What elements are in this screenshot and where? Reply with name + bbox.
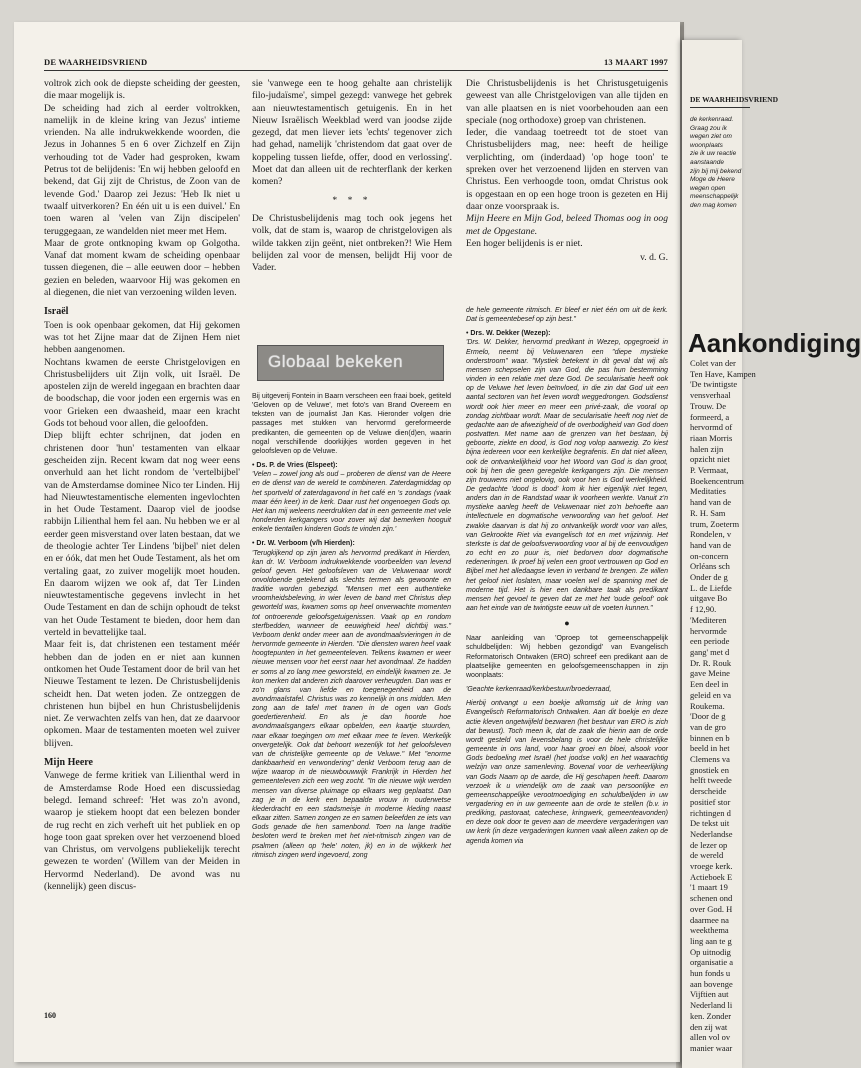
speaker-name: Dr. W. Verboom (v/h Hierden): bbox=[256, 540, 355, 548]
paragraph: Mijn Heere en Mijn God, beleed Thomas oog in oog met de Opgestane. bbox=[466, 213, 668, 237]
paragraph: voltrok zich ook de diepste scheiding der geesten, die maar mogelijk is. bbox=[44, 78, 240, 102]
page-right bbox=[682, 40, 861, 1068]
paragraph: Naar aanleiding van 'Oproep tot gemeenschappelijk schuldbelijden: Wij hebben gezondigd' van Evangelisch Reformatorisch Ontwaken (ERO) schreef een predikant aan de plaatselijke gemeenten en geloofsgemeenschappen in zijn woonplaats: bbox=[466, 635, 668, 679]
paragraph: De scheiding had zich al eerder voltrokken, namelijk in de kleine kring van Jezus' intieme vrienden. Na alle indrukwekkende woorden, die Jezus in Johannes 5 en 6 over Zichzelf en Zijn verhouding tot de Vader had gesproken, kwam Petrus tot de belijdenis: 'En wij hebben geloofd en bekend, dat Gij zijt de Christus, de Zoon van de levende God.' Daarop zei Jezus: 'Heb Ik niet u twaalf uitverkoren? En één uit u is een duivel.' En toen waren al 'velen van Zijn discipelen' teruggegaan, ze wandelden niet meer met Hem. bbox=[44, 102, 240, 237]
paragraph: Ieder, die vandaag toetreedt tot de stoet van Christusbelijders mag, nee: heeft de heilige verplichting, om (inderdaad) 'op hoge toon' te spreken over het verzoenend lijden en sterven van Christus. Een verhoogde toon, omdat Christus ook is opgestaan en op een hoge troon is gezeten en Hij daar onze voorspraak is. bbox=[466, 127, 668, 212]
subheading-mijn-heere: Mijn Heere bbox=[44, 757, 93, 769]
page2-title: Aankondiging bbox=[688, 328, 861, 358]
paragraph: Diep blijft echter schrijnen, dat joden en christenen door 'hun' testamenten van elkaar gescheiden zijn. Recent kwam dat nog weer eens onverhuld aan het licht rondom de 'vertelbijbel' van de Amsterdamse dominee Nico ter Linden. Hij had Nieuwtestamentische elementen ingevlochten in het Oude Testament. Daarop viel de joodse rabbijn Lilienthal hem fel aan. Nu hebben we er al eerder geen misverstand over laten bestaan, dat we de theologie achter Ter Lindens 'bijbel' niet delen en er óók, dat men het Oude Testament, als het om vertaling gaat, zo zuiver mogelijk moet houden. En daarom wijzen we ook af, dat Ter Linden nieuwtestamentische gegevens invlecht in het Oude Testament en dan de schijn ophoudt de tekst van het Oude Testament te bieden, door hem dan verteld in bevattelijke taal. bbox=[44, 430, 240, 639]
paragraph: sie 'vanwege een te hoog gehalte aan christelijk filo-judaïsme', simpel gezegd: vanwege het gebrek aan nieuwtestamentisch getuigenis. En in het Nieuw Israëlisch Weekblad werd van joodse zijde gezegd, dat men liever iets 'echts' tegenover zich had gehad, namelijk 'christendom dat gaat over de koppeling tussen liefde, offer, dood en verlossing'. Moet dat dan alleen uit de rechterflank der kerken komen? bbox=[252, 78, 452, 188]
sidebar-intro: Bij uitgeverij Fontein in Baarn verscheen een fraai boek, getiteld 'Geloven op de Veluwe', met foto's van Brand Overeem en teksten van de journalist Jan Kas. Hieronder volgen drie passages met stukken van hervormd gereformeerde predikanten, die gemeenten op de Veluwe dien(d)en, waarin nogal verschillende doorkijkjes worden gegeven in het geloofsleven op de Veluwe. bbox=[252, 393, 451, 455]
column-1 bbox=[44, 78, 240, 998]
speaker-name: Drs. W. Dekker (Wezep): bbox=[470, 330, 551, 338]
quote: de hele gemeente ritmisch. Er bleef er niet één om uit de kerk. Dat is gemeentebesef op zijn best." bbox=[466, 307, 668, 324]
page2-header: DE WAARHEIDSVRIEND bbox=[690, 95, 779, 104]
bullet-icon: • bbox=[252, 540, 257, 548]
quote: Hierbij ontvangt u een boekje afkomstig uit de kring van Evangelisch Reformatorisch Ontwaken. Aan dit boekje en deze actie kleven ongetwijfeld bezwaren (het bestuur van ERO is zich dat bewust). Toch meen ik, dat de zaak die hierin aan de orde wordt gesteld van levensbelang is voor de hele christelijke gemeente in ons land, voor haar groei en bloei, alsook voor Gods bedoeling met Israël (het joodse volk) en het waarachtig welzijn van onze samenleving. Bovenal voor de verheerlijking van Gods Naam op de aarde, die Hij geschapen heeft. Daarom verzoek ik u vriendelijk om de zaak van persoonlijke en gemeenschappelijke verootmoediging en schuldbelijden in uw vergadering en in uw gemeente aan de orde te stellen (b.v. in prediking, pastoraat, catechese, kringwerk, gemeenteavonden) en deze ook door te geven aan de meerdere vergaderingen van uw kerk (in deze vergaderingen kunnen vaak alleen zaken op de agenda komen via bbox=[466, 700, 668, 845]
paragraph: Vanwege de ferme kritiek van Lilienthal werd in de Amsterdamse Rode Hoed een discussiedag belegd. Iemand schreef: 'Het was zo'n avond, waarop je stiekem hoopt dat een belezen bonder de rug recht en zich verheft uit het publiek en op hoge toon gaat spreken over het verzoenend bloed van Christus, om vervolgens publiekelijk terecht gewezen te worden' (Willem van der Meiden in Hervormd Nederland). De avond was nu (kennelijk) geen discus- bbox=[44, 770, 240, 892]
paragraph: Nochtans kwamen de eerste Christgelovigen en Christusbelijders uit Zijn volk, uit Israël. De apostelen zijn de wereld ingegaan en brachten daar de boodschap, die voor joden een ergernis was en voor Grieken een dwaasheid, maar een kracht Gods tot behoud voor allen, die geloofden. bbox=[44, 356, 240, 430]
bullet-icon: • bbox=[252, 462, 257, 470]
speaker-name: Ds. P. de Vries (Elspeet): bbox=[256, 462, 338, 470]
paragraph: Een hoger belijdenis is er niet. bbox=[466, 237, 583, 249]
subheading-israel: Israël bbox=[44, 306, 69, 318]
bullet-icon: • bbox=[466, 330, 471, 338]
paragraph: Toen is ook openbaar gekomen, dat Hij gekomen was tot het Zijne maar dat de Zijnen Hem niet hebben aangenomen. bbox=[44, 319, 240, 356]
quote: 'Terugkijkend op zijn jaren als hervormd predikant in Hierden, kan dr. W. Verboom indrukwekkende voorbeelden van levend geloof geven. Het geloofsleven van de Veluwenaar wordt onvoldoende getekend als slechts termen als gewoonte en traditie worden gebezigd. "Mensen met een authentieke vroomheidsbeleving, in wier leven de band met Christus diep geworteld was, kwamen soms op heel onverwachte momenten tot ontroerende geloofsgetuigenissen. Vaak op en rondom sterfbedden, wanneer de eeuwigheid heel dichtbij was." Verboom denkt onder meer aan de avondmaalsvieringen in de hervormde gemeente in Hierden. "Die diensten waren heel vaak hoogtepunten in het gemeenteleven. Telkens kwamen er weer nieuwe mensen voor het eerst naar het avondmaal. Ze hadden er soms al zo lang mee geworsteld, en eindelijk kwamen ze. Je kon merken dat anderen zich daarover verheugden. Dan was er zo'n glans van liefde en toegenegenheid aan de avondmaalstafel. Christus was zo kennelijk in ons midden. Men zong aan de tafel met tranen in de ogen van Gods goedertierenheid. En als je dan hoorde hoe avondmaalsgangers elkaar opbelden, een kaartje stuurden, naar elkaar toegingen om met elkaar mee te leven. Werkelijk onvergetelijk. Ook dat behoort wezenlijk tot het geloofsleven van de christelijke gemeente op de Veluwe." Met "enorme dankbaarheid en verwondering" denkt Verboom terug aan de wijze waarop in de nieuwbouwwijk Frankrijk in Hierden het gemeenteleven zich een weg zocht. "In die nieuwe wijk werden mensen van diverse pluimage op elkaars weg geplaatst. Dan zag je in de kerk een bepaalde vrouw in ouderwetse klederdracht en een stadsmeisje in moderne kleding naast elkaar zitten. Samen zongen ze en samen beleefden ze iets van Gods genade die hen samenbond. Toen na lange traditie besloten werd te breken met het niet-ritmisch zingen van de psalmen (alleen op 'hele' noten, jk) en in de wijkkerk het ritmisch zingen werd ingevoerd, zong bbox=[252, 549, 451, 859]
paragraph: Die Christusbelijdenis is het Christusgetuigenis geweest van alle Christgelovigen van alle tijden en van alle plaatsen en is niet voorbehouden aan een speciale (nog orthodoxe) groep van christenen. bbox=[466, 78, 668, 126]
paragraph: De Christusbelijdenis mag toch ook jegens het volk, dat de stam is, waarop de christgelovigen als wilde takken zijn geënt, niet ontbreken?! Wie Hem belijden zal voor de mensen, belijdt Hij voor de Vader. bbox=[252, 212, 452, 274]
section-title: Globaal bekeken bbox=[268, 352, 404, 371]
page2-italic-block: de kerkenraad. Graag zou ik wegen ziet om woonplaats zie ik uw reactie aanstaande zijn bij mij bekend Moge de Heere wegen open meenschappelijk den mag komen bbox=[690, 116, 742, 209]
page2-header-rule bbox=[690, 107, 750, 108]
section-title-box bbox=[257, 345, 444, 381]
page-number: 160 bbox=[44, 1011, 56, 1020]
column-3 bbox=[466, 78, 668, 288]
author-signature: v. d. G. bbox=[640, 252, 668, 264]
paragraph: Maar de grote ontknoping kwam op Golgotha. Vanaf dat moment kwam de scheiding openbaar tussen diegenen, die – alle eeuwen door – hebben gezien en beleden, waarvoor Hij was gekomen en al diegenen, die niet van verzoening wilden leven. bbox=[44, 237, 240, 299]
sidebar-column-1 bbox=[252, 392, 451, 1012]
separator-dot-icon: ● bbox=[564, 618, 570, 629]
page2-body: Colet van der Ten Have, Kampen 'De twintigste vensverhaal Trouw. De formeerd, a hervormd of riaan Morris halen zijn opzicht niet P. Vermaat, Boekencentrum Meditaties hand van de R. H. Sam trum, Zoeterm Rondelen, v hand van de on-concern Orléans sch Onder de g L. de Liefde uitgave Bo f 12,90. 'Mediteren hervormde een periode gang' met d Dr. R. Rouk gave Meine Een deel in geleid en va Roukema. 'Door de g van de gro binnen en b beeld in het Clemens va gnostiek en helft tweede derscheide positief stor richtingen d De tekst uit Nederlandse de lezer op de wereld vroege kerk. Actieboek E '1 maart 19 schenen ond over God. H daarmee na weekthema ling aan te g Op uitnodig organisatie a hun fonds u aan bovenge Vijftien aut Nederland li ken. Zonder den zij wat allen vol ov manier waar bbox=[690, 358, 756, 1053]
quote-salutation: 'Geachte kerkenraad/kerkbestuur/broederraad, bbox=[466, 686, 612, 694]
header-rule bbox=[44, 70, 668, 71]
section-break-stars: * * * bbox=[332, 194, 372, 206]
issue-date: 13 MAART 1997 bbox=[603, 57, 668, 67]
quote: 'Velen – zowel jong als oud – proberen de dienst van de Heere en de dienst van de wereld te combineren. Zaterdagmiddag op het sportveld of zaterdagavond in het café en 's zondags (vaak maar één keer) in de kerk. Daar rust het ongenoegen Gods op. Het kan mij weleens neerdrukken dat in een gemeente met vele honderden kerkgangers voor zover wij dat bemerken hooguit enkele tientallen kinderen Gods te vinden zijn.' bbox=[252, 471, 451, 534]
publication-title: DE WAARHEIDSVRIEND bbox=[44, 57, 148, 67]
sidebar-column-2 bbox=[466, 306, 668, 1012]
column-2 bbox=[252, 78, 452, 283]
quote: 'Drs. W. Dekker, hervormd predikant in Wezep, opgegroeid in Ermelo, neemt bij Veluwenaren een "diepe mystieke onderstroom" waar. "Mystiek betekent in dit geval dat wij als mensen schepselen zijn van God, die pas hun bestemming vinden in een relatie met deze God. De secularisatie heeft ook op de Veluwe het leven beïnvloed, in die zin dat God uit een aantal sectoren van het leven wordt weggedrongen. Godsdienst wordt ook hier meer en meer een privé-zaak, die vooral op zondag zichtbaar wordt. Maar de secularisatie heeft nog niet de gedachte aan de afwezigheid of de overbodigheid van God doen postvatten. Met name aan de grenzen van het bestaan, bij geboorte, ziekte en dood, is God nog volop aanwezig. Zo kiest bijna iedereen voor een kerkelijke begrafenis. En dat niet alleen, ook de ontvankelijkheid voor het Woord van God is dan groot, ook bij hen die geen geregelde kerkgangers zijn. Die mensen zijn trouwens niet ongelovig, ook voor hen is God werkelijkheid. De gedachte 'dood is dood' kom ik hier eigenlijk niet tegen, anders dan in de Randstad waar ik voorheen werkte. Vanuit z'n mystieke aanleg heeft de Veluwenaar niet zo'n behoefte aan intellectuele en dogmatische verwoording van het geloof. Het zwakke daarvan is dat hij zo ontvankelijk wordt voor van alles, van Gekrookte Riet via evangelisch tot en met vrijzinnig. Het sterkste is dat de geloofsverwoording voor al bij de eenvoudigen zo echt en zo puur is, niet bedorven door dogmatische redeneringen. Ik proef bij velen een groot vertrouwen op God en Bijbel met het alledaagse leven in verband te brengen. Ze willen het geloof niet loslaten, maar voelen wel de spanning met de moderne tijd. Het is hier een dankbare taak als predikant mensen het gevoel te geven dat ze met het 'oude geloof' ook aan het einde van de twintigste eeuw uit de voeten kunnen." bbox=[466, 339, 668, 612]
paragraph: Maar feit is, dat christenen een testament méér hebben dan de joden en er niet aan kunnen ontkomen het Oude Testament door de bril van het Nieuwe Testament te lezen. De Christusbelijdenis scheidt hen. Dat weten joden. Ze ontzeggen de christenen hun bijbel en hun Christusbelijdenis niet. Ze verwachten zelfs van hen, dat ze daarvoor opkomen. Maar de testamenten moeten wel zuiver blijven. bbox=[44, 639, 240, 749]
